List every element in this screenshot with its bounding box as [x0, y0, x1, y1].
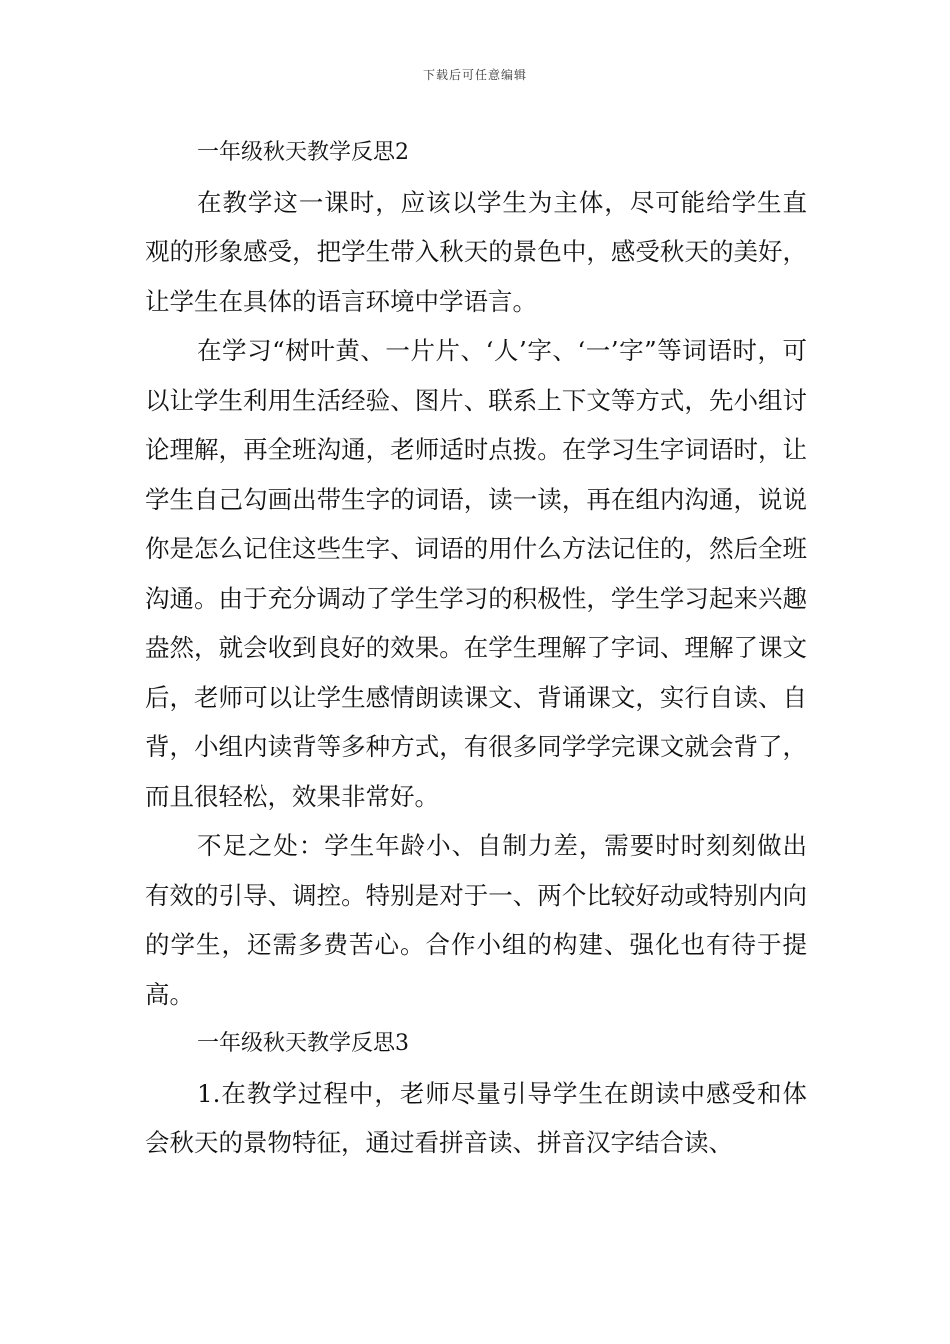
paragraph-learning: 在学习“树叶黄、一片片、‘人’字、‘一’字”等词语时，可以让学生利用生活经验、图片、联系上下文等方式，先小组讨论理解，再全班沟通，老师适时点拨。在学习生字词语时，让学生自己勾画出带生字的词语，读一读，再在组内沟通，说说你是怎么记住这些生字、词语的用什么方法记住的，然后全班沟通。由于充分调动了学生学习的积极性，学生学习起来兴趣盎然，就会收到良好的效果。在学生理解了字词、理解了课文后，老师可以让学生感情朗读课文、背诵课文，实行自读、自背，小组内读背等多种方式，有很多同学学完课文就会背了，而且很轻松，效果非常好。: [145, 336, 807, 811]
page-header: 下载后可任意编辑: [422, 68, 527, 82]
document-body: [145, 128, 807, 1168]
paragraph-shortcomings: 不足之处：学生年龄小、自制力差，需要时时刻刻做出有效的引导、调控。特别是对于一、两个比较好动或特别内向的学生，还需多费苦心。合作小组的构建、强化也有待于提高。: [145, 831, 807, 1009]
section-heading-3: 一年级秋天教学反思3: [197, 1031, 409, 1056]
paragraph-intro: 在教学这一课时，应该以学生为主体，尽可能给学生直观的形象感受，把学生带入秋天的景色中，感受秋天的美好，让学生在具体的语言环境中学语言。: [145, 187, 807, 316]
paragraph-point-1: 1.在教学过程中，老师尽量引导学生在朗读中感受和体会秋天的景物特征，通过看拼音读、拼音汉字结合读、: [145, 1078, 807, 1157]
section-heading-2: 一年级秋天教学反思2: [197, 140, 409, 165]
